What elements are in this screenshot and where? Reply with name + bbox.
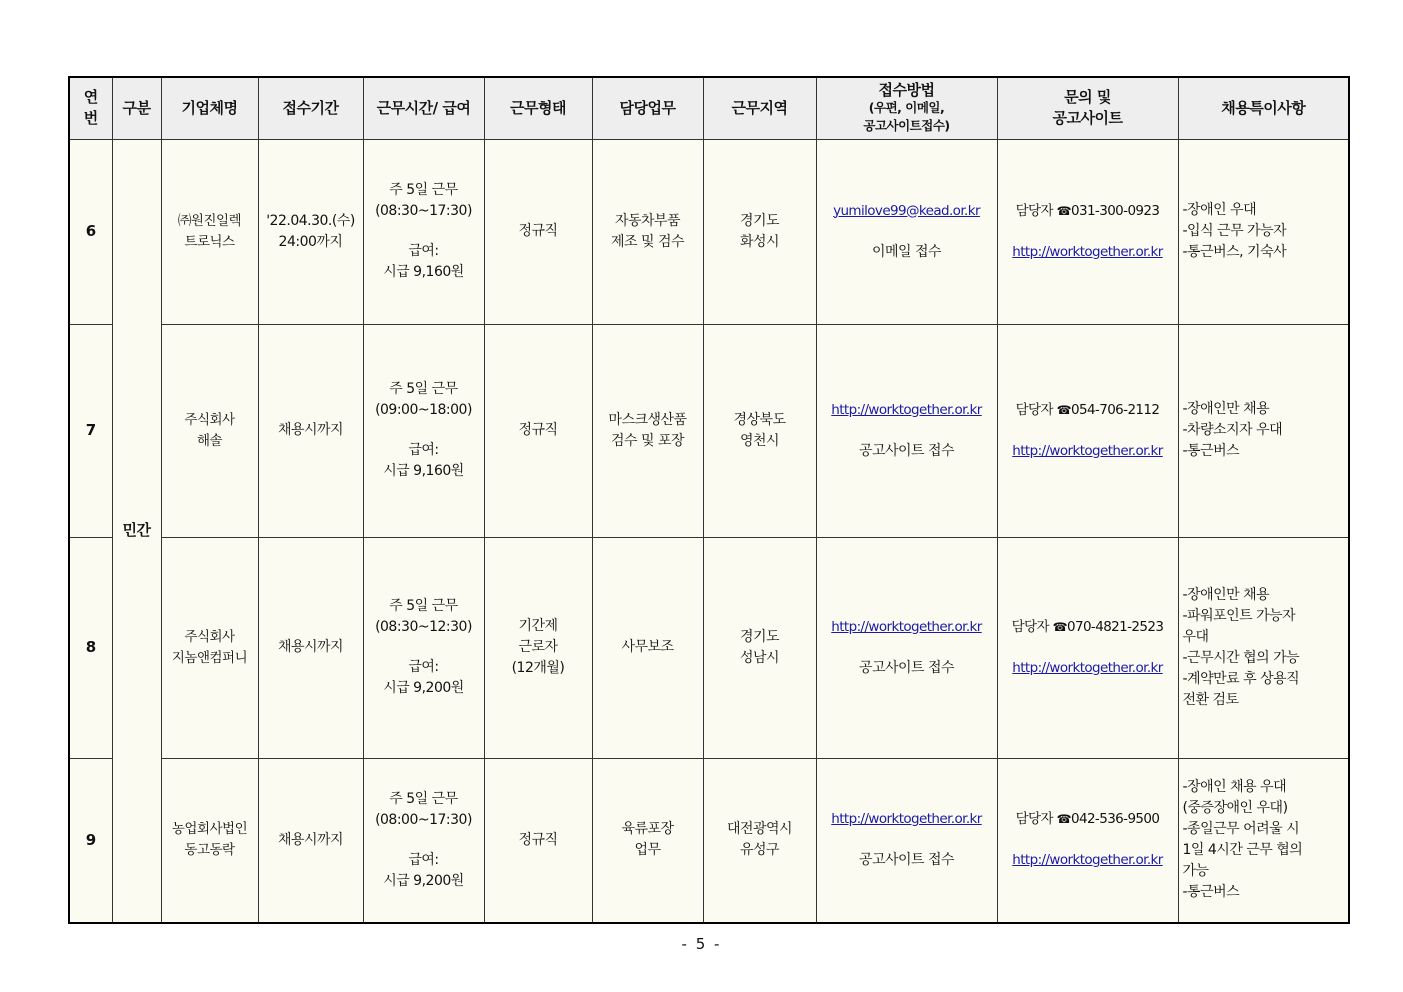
application-method-note: 공고사이트 접수 — [858, 442, 955, 459]
contact-phone: 042-536-9500 — [1070, 811, 1160, 828]
application-link[interactable]: yumilove99@kead.or.kr — [833, 202, 980, 219]
company-name: 농업회사법인 동고동락 — [161, 758, 258, 923]
header-notes: 채용특이사항 — [1178, 77, 1349, 139]
row-number: 8 — [69, 537, 112, 758]
application-period: 채용시까지 — [258, 324, 363, 537]
row-number: 9 — [69, 758, 112, 923]
row-number: 7 — [69, 324, 112, 537]
company-name: 주식회사 해솔 — [161, 324, 258, 537]
contact-phone: 070-4821-2523 — [1066, 618, 1164, 635]
job-duty: 마스크생산품 검수 및 포장 — [592, 324, 703, 537]
header-category: 구분 — [112, 77, 161, 139]
phone-icon: ☎ — [1056, 812, 1071, 827]
header-row — [69, 77, 1349, 139]
employment-type: 정규직 — [484, 324, 592, 537]
table-row — [69, 139, 1349, 324]
header-contact: 문의 및 공고사이트 — [997, 77, 1178, 139]
employment-type: 기간제 근로자 (12개월) — [484, 537, 592, 758]
table-row — [69, 324, 1349, 537]
employment-type: 정규직 — [484, 139, 592, 324]
header-method: 접수방법 (우편, 이메일, 공고사이트접수) — [816, 77, 997, 139]
phone-icon: ☎ — [1056, 402, 1071, 417]
hiring-notes: -장애인만 채용 -파워포인트 가능자 우대 -근무시간 협의 가능 -계약만료 후 상용직 전환 검토 — [1178, 537, 1349, 758]
hiring-notes: -장애인만 채용 -차량소지자 우대 -통근버스 — [1178, 324, 1349, 537]
contact-info — [997, 537, 1178, 758]
category-cell: 민간 — [112, 139, 161, 923]
work-region: 대전광역시 유성구 — [703, 758, 816, 923]
hiring-notes: -장애인 우대 -입식 근무 가능자 -통근버스, 기숙사 — [1178, 139, 1349, 324]
header-region: 근무지역 — [703, 77, 816, 139]
application-link[interactable]: http://worktogether.or.kr — [831, 811, 982, 828]
header-no: 연 번 — [69, 77, 112, 139]
application-method-note: 공고사이트 접수 — [858, 659, 955, 676]
hours-and-pay: 주 5일 근무 (08:00~17:30) 급여: 시급 9,200원 — [363, 758, 484, 923]
contact-site-link[interactable]: http://worktogether.or.kr — [1012, 442, 1163, 459]
job-duty: 사무보조 — [592, 537, 703, 758]
employment-type: 정규직 — [484, 758, 592, 923]
company-name: ㈜원진일렉 트로닉스 — [161, 139, 258, 324]
job-listings-table — [68, 76, 1350, 924]
contact-person-label: 담당자 — [1015, 401, 1053, 418]
application-method — [816, 324, 997, 537]
header-period: 접수기간 — [258, 77, 363, 139]
contact-person-label: 담당자 — [1015, 202, 1053, 219]
hours-and-pay: 주 5일 근무 (08:30~12:30) 급여: 시급 9,200원 — [363, 537, 484, 758]
header-duty: 담당업무 — [592, 77, 703, 139]
hours-and-pay: 주 5일 근무 (08:30~17:30) 급여: 시급 9,160원 — [363, 139, 484, 324]
application-method — [816, 758, 997, 923]
phone-icon: ☎ — [1056, 203, 1071, 218]
application-method — [816, 537, 997, 758]
work-region: 경기도 화성시 — [703, 139, 816, 324]
page-number: - 5 - — [681, 935, 722, 953]
contact-site-link[interactable]: http://worktogether.or.kr — [1012, 852, 1163, 869]
table-row — [69, 758, 1349, 923]
contact-info — [997, 758, 1178, 923]
hiring-notes: -장애인 채용 우대 (중증장애인 우대) -종일근무 어려울 시 1일 4시간 근무 협의 가능 -통근버스 — [1178, 758, 1349, 923]
header-company: 기업체명 — [161, 77, 258, 139]
application-method-note: 이메일 접수 — [871, 243, 942, 260]
header-hours-pay: 근무시간/ 급여 — [363, 77, 484, 139]
hours-and-pay: 주 5일 근무 (09:00~18:00) 급여: 시급 9,160원 — [363, 324, 484, 537]
application-link[interactable]: http://worktogether.or.kr — [831, 401, 982, 418]
application-method-note: 공고사이트 접수 — [858, 852, 955, 869]
work-region: 경기도 성남시 — [703, 537, 816, 758]
application-method — [816, 139, 997, 324]
job-duty: 자동차부품 제조 및 검수 — [592, 139, 703, 324]
company-name: 주식회사 지놈앤컴퍼니 — [161, 537, 258, 758]
contact-info — [997, 324, 1178, 537]
application-period: 채용시까지 — [258, 758, 363, 923]
application-link[interactable]: http://worktogether.or.kr — [831, 618, 982, 635]
work-region: 경상북도 영천시 — [703, 324, 816, 537]
table-row — [69, 537, 1349, 758]
contact-info — [997, 139, 1178, 324]
header-type: 근무형태 — [484, 77, 592, 139]
contact-person-label: 담당자 — [1011, 618, 1049, 635]
job-duty: 육류포장 업무 — [592, 758, 703, 923]
contact-phone: 054-706-2112 — [1070, 401, 1160, 418]
contact-site-link[interactable]: http://worktogether.or.kr — [1012, 243, 1163, 260]
row-number: 6 — [69, 139, 112, 324]
contact-person-label: 담당자 — [1015, 811, 1053, 828]
application-period: '22.04.30.(수) 24:00까지 — [258, 139, 363, 324]
contact-site-link[interactable]: http://worktogether.or.kr — [1012, 659, 1163, 676]
application-period: 채용시까지 — [258, 537, 363, 758]
contact-phone: 031-300-0923 — [1070, 202, 1160, 219]
phone-icon: ☎ — [1052, 619, 1067, 634]
